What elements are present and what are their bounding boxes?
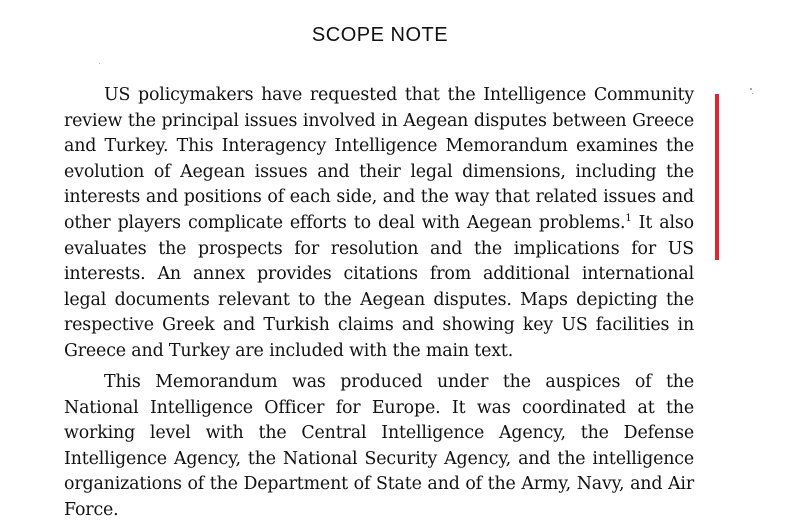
paragraph-scope [64, 83, 694, 365]
footnote-reference[interactable]: 1 [625, 213, 632, 225]
scan-speck [752, 93, 753, 94]
scan-speck [99, 63, 100, 64]
paragraph-scope-text-part-2: It also evaluates the prospects for resolution and the implications for US interests. An annex provides citations from additional international legal documents relevant to the Aegean disputes. Maps depicting the respective Greek and Turkish claims and showing key US facilities in Greece and Turkey are included with the main text. [64, 212, 694, 361]
scan-speck [750, 88, 752, 90]
revision-change-bar [715, 94, 719, 260]
paragraph-coordination: This Memorandum was produced under the auspices of the National Intelligence Officer for Europe. It was coordinated at the working level with the Central Intelligence Agency, the Defense Intelligence Agency, the National Security Agency, and the intelligence organizations of the Department of State and of the Army, Navy, and Air Force. [64, 372, 694, 520]
paragraph-scope-text-part-1: US policymakers have requested that the Intelligence Community review the principal issues involved in Aegean disputes between Greece and Turkey. This Interagency Intelligence Memorandum examines the evolution of Aegean issues and their legal dimensions, including the interests and positions of each side, and the way that related issues and other players complicate efforts to deal with Aegean problems. [64, 85, 694, 233]
scope-note-heading: SCOPE NOTE [311, 24, 449, 46]
